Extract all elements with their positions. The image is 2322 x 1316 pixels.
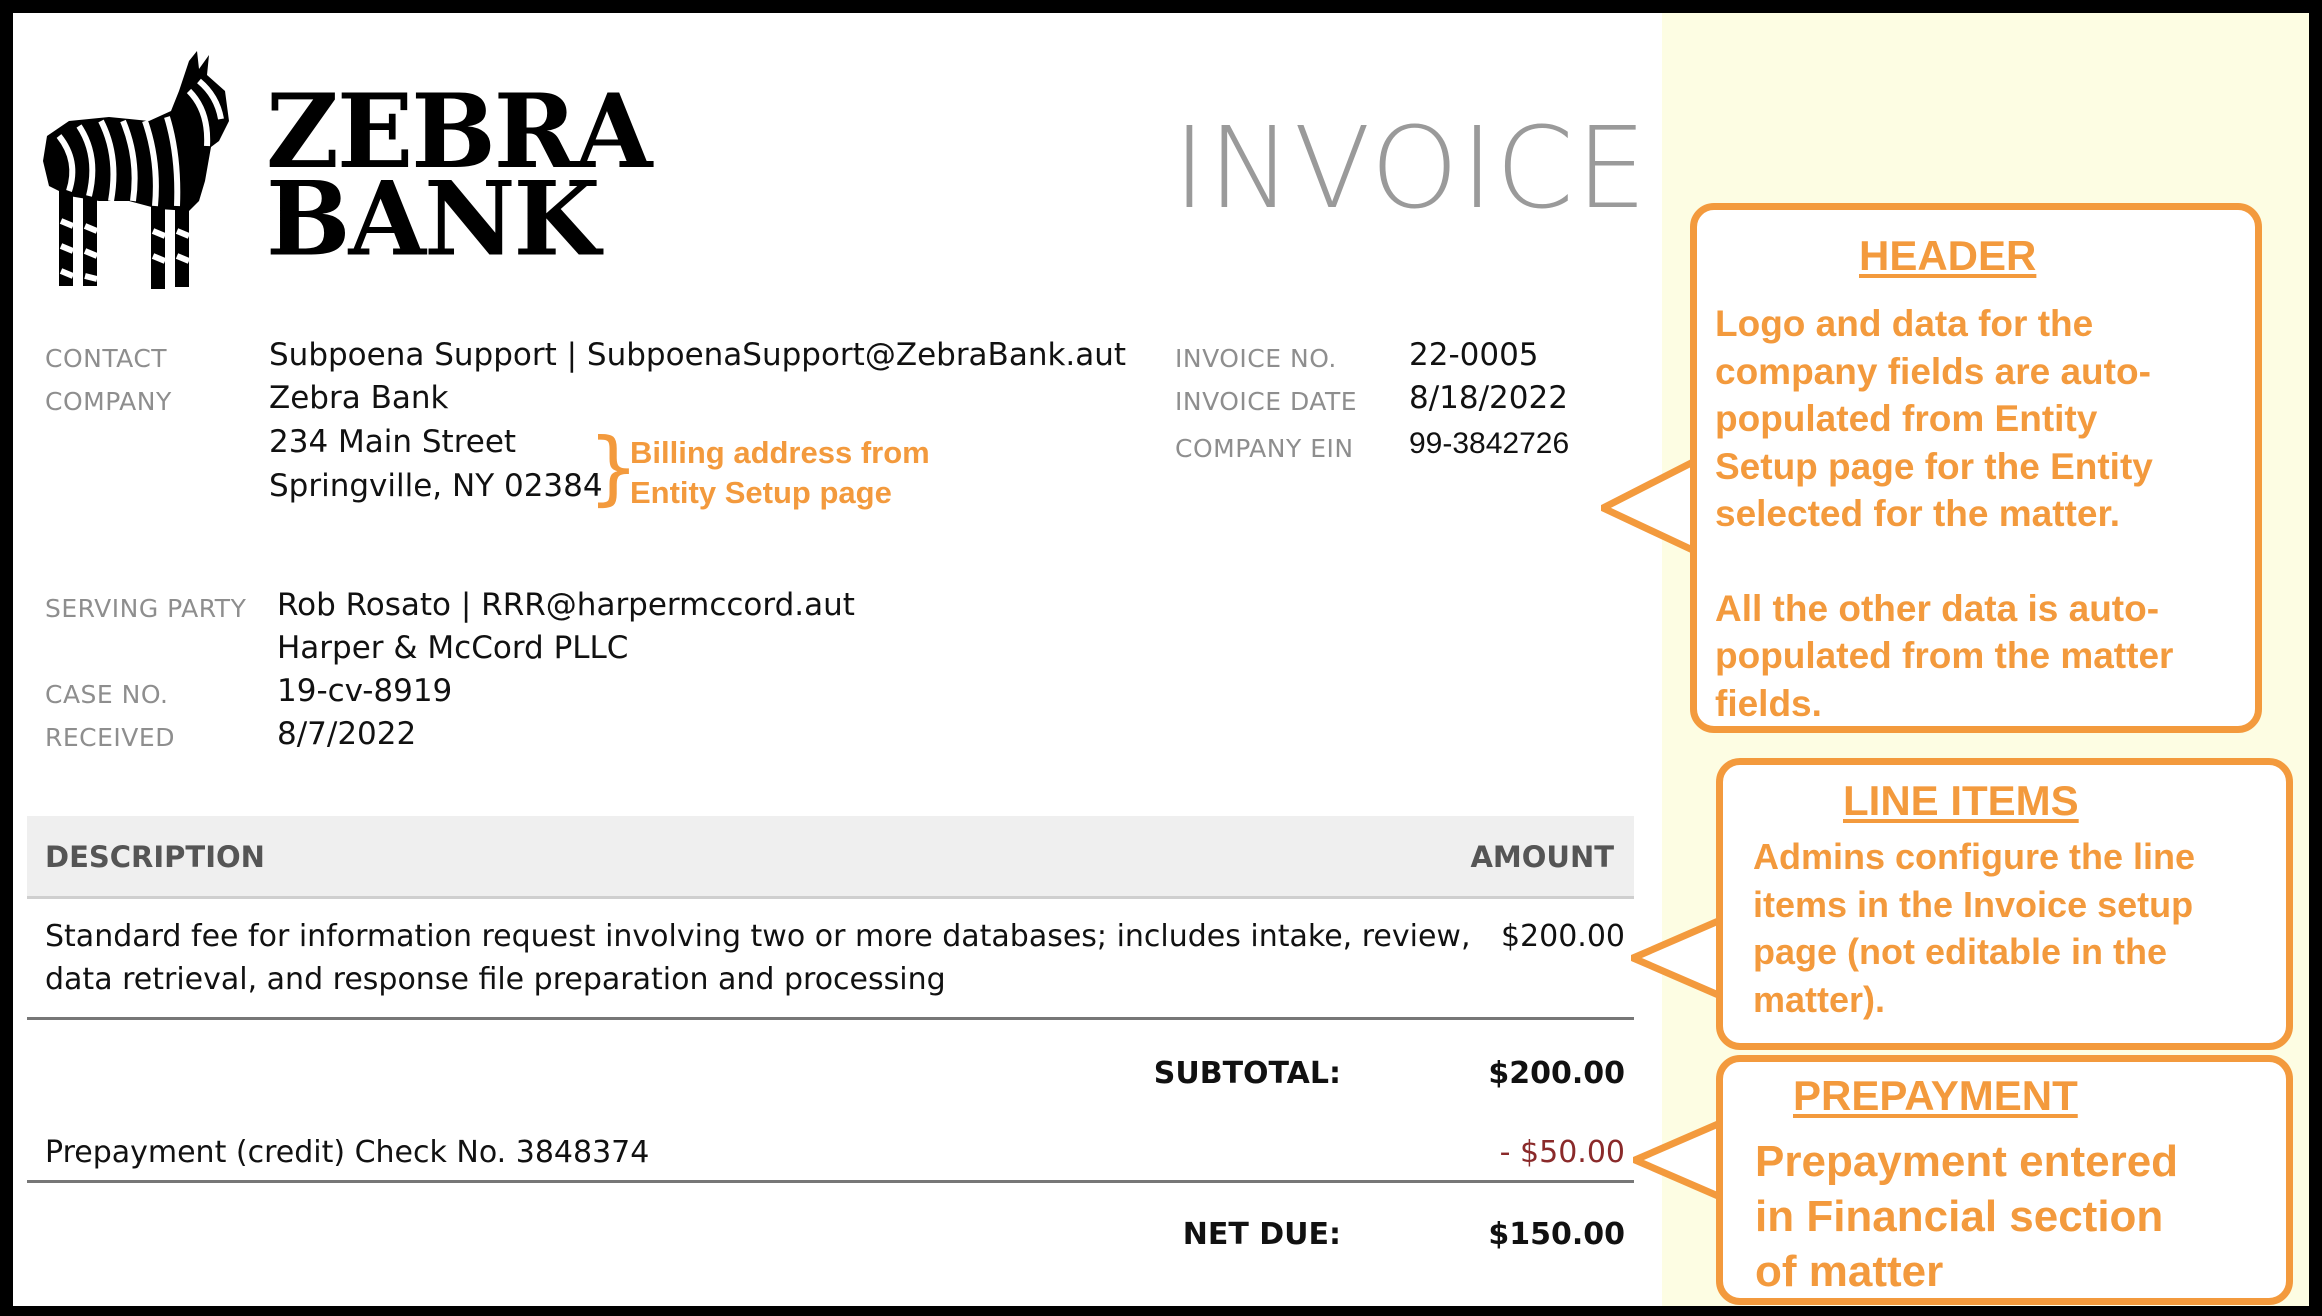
contact-label: CONTACT [45,344,168,373]
line-item-description-line-1: Standard fee for information request involving two or more databases; includes intake, review, [45,919,1471,954]
billing-note-line-2: Entity Setup page [630,475,892,510]
divider [27,1180,1634,1183]
received-value: 8/7/2022 [277,716,417,752]
header-callout-pointer [1601,453,1701,563]
billing-address-note [630,433,930,513]
net-due-value: $150.00 [1488,1217,1625,1252]
company-address-line-1: 234 Main Street [269,424,517,460]
company-address-line-2: Springville, NY 02384 [269,468,603,504]
serving-party-firm: Harper & McCord PLLC [277,630,629,666]
invoice-date-label: INVOICE DATE [1175,387,1358,416]
received-label: RECEIVED [45,723,175,752]
case-no-value: 19-cv-8919 [277,673,453,709]
prepayment-callout-line: of matter [1755,1247,1944,1296]
line-items-callout [1716,758,2293,1050]
divider [27,1017,1634,1020]
invoice-date-value: 8/18/2022 [1409,380,1568,416]
zebra-icon [39,51,249,291]
line-items-callout-line: items in the Invoice setup [1753,883,2194,925]
prepayment-callout-body [1755,1134,2178,1299]
brace-icon: } [588,421,639,514]
header-callout-line: All the other data is auto- [1715,587,2160,629]
header-callout-line: company fields are auto- [1715,350,2151,392]
prepayment-callout-pointer [1633,1115,1728,1205]
line-items-header [27,816,1634,899]
header-callout-line: selected for the matter. [1715,493,2121,534]
line-items-callout-body [1753,833,2195,1023]
logo-wordmark [266,70,651,280]
serving-party-value: Rob Rosato | RRR@harpermccord.aut [277,587,855,623]
description-header: DESCRIPTION [45,840,265,874]
header-callout-line: populated from the matter [1715,635,2174,676]
header-callout-line: fields. [1715,682,1822,724]
invoice-no-value: 22-0005 [1409,337,1539,373]
line-item-amount: $200.00 [1500,919,1625,954]
net-due-label: NET DUE: [1182,1217,1341,1252]
case-no-label: CASE NO. [45,680,169,709]
line-item-description [45,915,1471,1001]
logo-line-1: ZEBRA [266,70,651,192]
line-items-callout-line: matter). [1753,978,1886,1020]
company-ein-label: COMPANY EIN [1175,434,1354,463]
line-items-callout-line: Admins configure the line [1753,836,2196,877]
line-items-callout-pointer [1631,913,1726,1003]
invoice-frame [13,13,2309,1306]
billing-note-line-1: Billing address from [630,435,930,470]
prepayment-value: - $50.00 [1499,1135,1625,1170]
subtotal-value: $200.00 [1488,1056,1625,1091]
header-callout-line: Logo and data for the [1715,303,2094,344]
prepayment-callout [1716,1055,2293,1305]
invoice-no-label: INVOICE NO. [1175,344,1337,373]
header-callout-line: populated from Entity [1715,398,2098,439]
prepayment-callout-line: in Financial section [1755,1192,2164,1241]
prepayment-description: Prepayment (credit) Check No. 3848374 [45,1135,650,1170]
invoice-title: INVOICE [1173,104,1649,234]
amount-header: AMOUNT [1470,840,1614,874]
subtotal-label: SUBTOTAL: [1153,1056,1341,1091]
header-callout [1690,203,2262,733]
contact-value: Subpoena Support | SubpoenaSupport@ZebraBank.aut [269,337,1127,373]
header-callout-title: HEADER [1859,232,2037,279]
company-logo [39,51,651,291]
header-callout-line: Setup page for the Entity [1715,445,2153,487]
line-item-description-line-2: data retrieval, and response file preparation and processing [45,962,946,997]
line-items-callout-line: page (not editable in the [1753,931,2168,972]
header-callout-body [1715,300,2173,727]
company-ein-value: 99-3842726 [1409,427,1570,460]
logo-line-2: BANK [266,158,599,280]
prepayment-callout-title: PREPAYMENT [1793,1072,2078,1119]
line-items-callout-title: LINE ITEMS [1843,777,2079,824]
company-name: Zebra Bank [269,380,449,416]
spacer [1715,538,2173,585]
serving-party-label: SERVING PARTY [45,594,247,623]
company-label: COMPANY [45,387,172,416]
prepayment-callout-line: Prepayment entered [1755,1137,2179,1186]
